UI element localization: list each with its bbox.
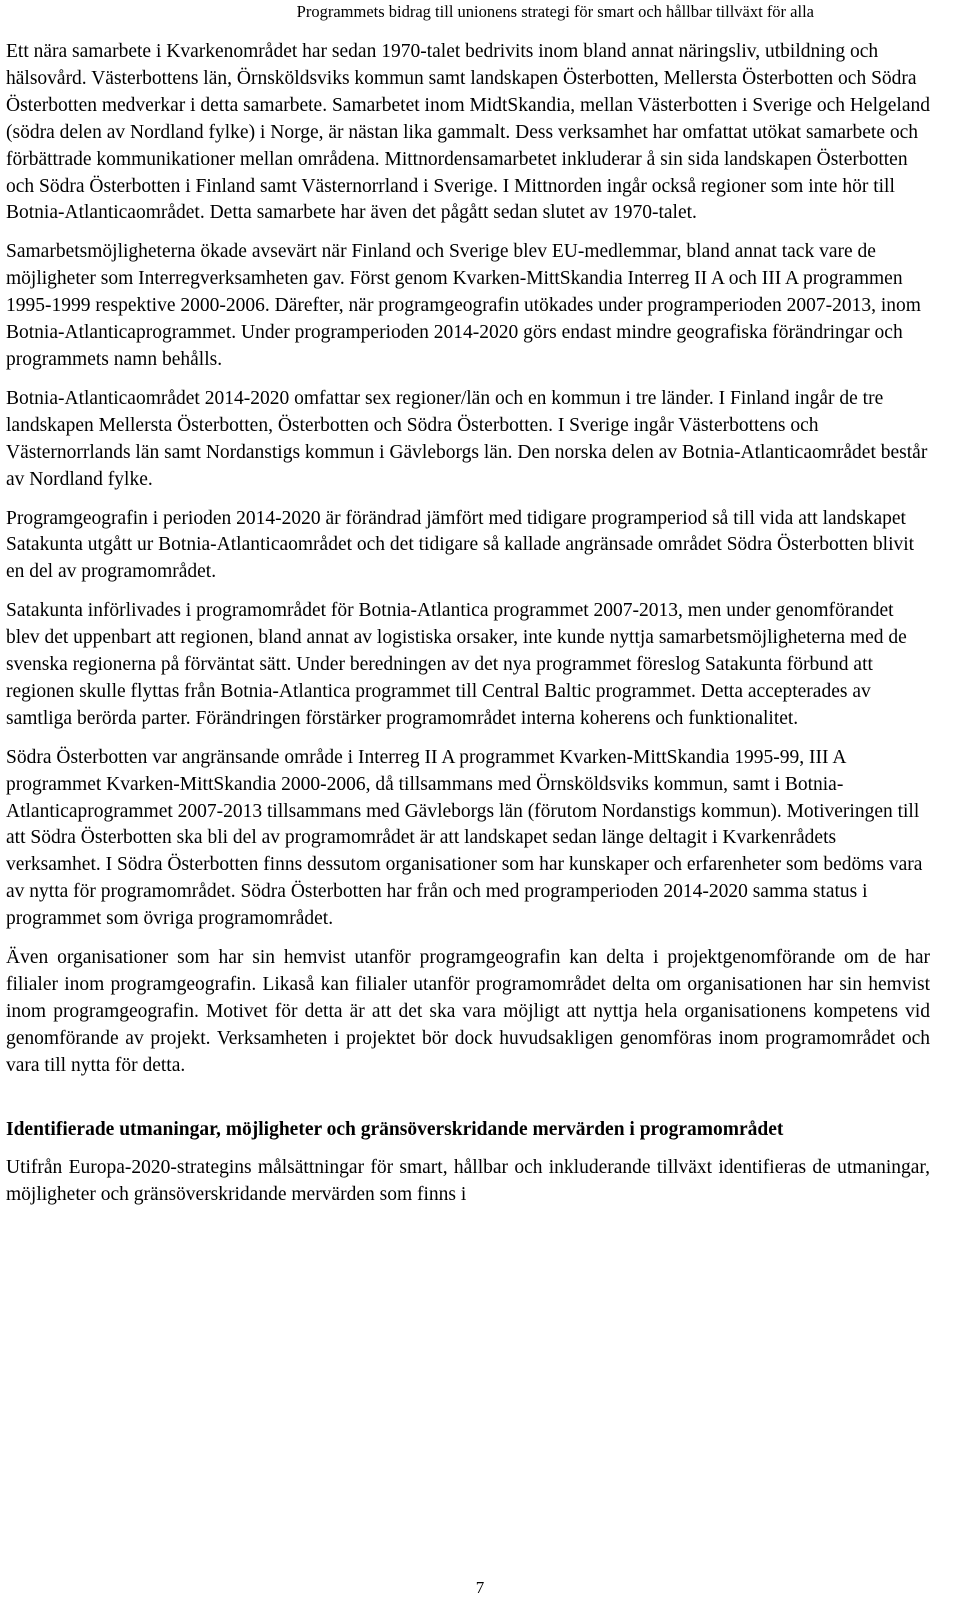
paragraph-kvarken-cooperation: Ett nära samarbete i Kvarkenområdet har sedan 1970-talet bedrivits inom bland annat näringsliv, utbildning och hälsovård. Västerbottens län, Örnsköldsviks kommun samt landskapen Österbotten, Mellersta Österbotten och Södra Österbotten medverkar i detta samarbete. Samarbetet inom MidtSkandia, mellan Västerbotten i Sverige och Helgeland (södra delen av Nordland fylke) i Norge, är nästan lika gammalt. Dess verksamhet har omfattat utökat samarbete och förbättrade kommunikationer mellan områdena. Mittnordensamarbetet inkluderar å sin sida landskapen Österbotten och Södra Österbotten i Finland samt Västernorrland i Sverige. I Mittnorden ingår också regioner som inte hör till Botnia-Atlanticaområdet. Detta samarbete har även det pågått sedan slutet av 1970-talet.: [6, 41, 930, 224]
document-body: [6, 39, 930, 1220]
paragraph-organisations: Även organisationer som har sin hemvist utanför programgeografin kan delta i projektgenomförande om de har filialer inom programgeografin. Likaså kan filialer utanför programområdet delta om organisationen har sin hemvist inom programgeografin. Motivet för detta är att det ska vara möjligt att nyttja hela organisationens kompetens vid genomförande av projekt. Verksamheten i projektet bör dock huvudsakligen genomföras inom programområdet och vara till nytta för detta.: [6, 947, 930, 1076]
section-intro: Utifrån Europa-2020-strategins målsättningar för smart, hållbar och inkluderande tillväxt identifieras de utmaningar, möjligheter och gränsöverskridande mervärden som finns i: [6, 1156, 930, 1205]
page-number: 7: [475, 1578, 485, 1597]
paragraph-geography-change: Programgeografin i perioden 2014-2020 är förändrad jämfört med tidigare programperiod så till vida att landskapet Satakunta utgått ur Botnia-Atlanticaområdet och det tidigare så kallade angränsade området Södra Österbotten blivit en del av programområdet.: [6, 507, 915, 583]
paragraph-programme-area: Botnia-Atlanticaområdet 2014-2020 omfattar sex regioner/län och en kommun i tre länder. I Finland ingår de tre landskapen Mellersta Österbotten, Österbotten och Södra Österbotten. I Sverige ingår Västerbottens och Västernorrlands län samt Nordanstigs kommun i Gävleborgs län. Den norska delen av Botnia-Atlanticaområdet består av Nordland fylke.: [6, 387, 928, 490]
paragraph-sodra-osterbotten: Södra Österbotten var angränsande område i Interreg II A programmet Kvarken-MittSkandia 1995-99, III A programmet Kvarken-MittSkandia 2000-2006, då tillsammans med Örnsköldsviks kommun, samt i Botnia-Atlanticaprogrammet 2007-2013 tillsammans med Gävleborgs län (förutom Nordanstigs kommun). Motiveringen till att Södra Österbotten ska bli del av programområdet är att landskapet sedan länge deltagit i Kvarkenrådets verksamhet. I Södra Österbotten finns dessutom organisationer som har kunskaper och erfarenheter som bedöms vara av nytta för programområdet. Södra Österbotten har från och med programperioden 2014-2020 samma status i programmet som övriga programområdet.: [6, 746, 923, 930]
running-header: Programmets bidrag till unionens strategi för smart och hållbar tillväxt för alla: [296, 2, 814, 21]
paragraph-eu-membership: Samarbetsmöjligheterna ökade avsevärt när Finland och Sverige blev EU-medlemmar, bland annat tack vare de möjligheter som Interregverksamheten gav. Först genom Kvarken-MittSkandia Interreg II A och III A programmen 1995-1999 respektive 2000-2006. Därefter, när programgeografin utökades under programperioden 2007-2013, inom Botnia-Atlanticaprogrammet. Under programperioden 2014-2020 görs endast mindre geografiska förändringar och programmets namn behålls.: [6, 241, 921, 370]
section-heading: Identifierade utmaningar, möjligheter och gränsöverskridande mervärden i programområdet: [6, 1118, 784, 1140]
paragraph-satakunta: Satakunta införlivades i programområdet för Botnia-Atlantica programmet 2007-2013, men under genomförandet blev det uppenbart att regionen, bland annat av logistiska orsaker, inte kunde nyttja samarbetsmöjligheterna med de svenska regionerna på förväntat sätt. Under beredningen av det nya programmet föreslog Satakunta förbund att regionen skulle flyttas från Botnia-Atlantica programmet till Central Baltic programmet. Detta accepterades av samtliga berörda parter. Förändringen förstärker programområdet interna koherens och funktionalitet.: [6, 600, 907, 729]
